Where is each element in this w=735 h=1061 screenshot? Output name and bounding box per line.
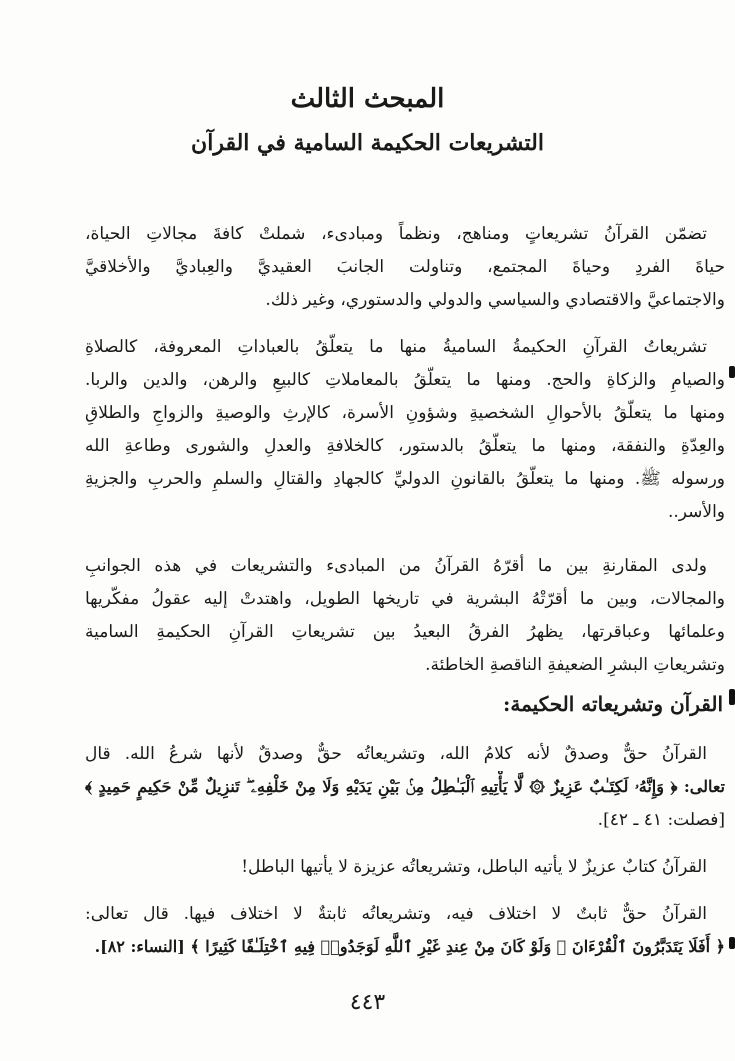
paragraph-line: وتشريعاتِ البشرِ الضعيفةِ الناقصةِ الخاطئة. <box>425 655 725 675</box>
paragraph-line: والمجالات، وبين ما أقرّتْهُ البشرية في تاريخها الطويل، واهتدتْ إليه عقولُ مفكّريها <box>85 589 725 609</box>
paragraph-line: القرآنُ حقٌّ ثابتٌ لا اختلاف فيه، وتشريعاتُه ثابتةٌ لا اختلاف فيها. قال تعالى: <box>85 904 707 924</box>
page-number: ٤٤٣ <box>349 990 386 1015</box>
paragraph-line: القرآنُ حقٌّ وصدقٌ لأنه كلامُ الله، وتشريعاتُه حقٌّ وصدقٌ لأنها شرعُ الله. قال <box>85 744 707 764</box>
chapter-title: المبحث الثالث <box>290 84 445 114</box>
paragraph-line: ولدى المقارنةِ بين ما أقرّهُ القرآنُ من المبادىء والتشريعات في هذه الجوانبِ <box>85 556 707 576</box>
paragraph-line: تشريعاتُ القرآنِ الحكيمةُ الساميةُ منها ما يتعلّقُ بالعباداتِ المعروفة، كالصلاةِ <box>85 337 707 357</box>
paragraph-line: ومنها ما يتعلّقُ بالأحوالِ الشخصيةِ وشؤونِ الأسرة، كالإرثِ والوصيةِ والزواجِ والطلاقِ <box>85 403 725 423</box>
paragraph-line: القرآنُ كتابٌ عزيزٌ لا يأتيه الباطل، وتشريعاتُه عزيزة لا يأتيها الباطل! <box>241 857 707 877</box>
paragraph-line: وعلمائها وعباقرتها، يظهرُ الفرقُ البعيدُ بين تشريعاتِ القرآنِ الحكيمةِ السامية <box>85 622 725 642</box>
paragraph-line: والصيامِ والزكاةِ والحج. ومنها ما يتعلّقُ بالمعاملاتِ كالبيعِ والرهن، والدين والربا. <box>85 370 725 390</box>
section-heading: القرآن وتشريعاته الحكيمة: <box>503 692 723 716</box>
margin-mark <box>729 937 735 949</box>
margin-mark <box>729 366 735 378</box>
paragraph-line: تضمّن القرآنُ تشريعاتٍ ومناهج، ونظماً ومبادىء، شملتْ كافةَ مجالاتِ الحياة، <box>85 224 707 244</box>
paragraph-line: والاجتماعيَّ والاقتصادي والسياسي والدولي والدستوري، وغير ذلك. <box>265 290 725 310</box>
margin-mark <box>729 689 735 705</box>
paragraph-line: والعِدّةِ والنفقة، ومنها ما يتعلّقُ بالدستور، كالخلافةِ والعدلِ والشورى وطاعةِ الله <box>85 436 725 456</box>
paragraph-line: حياةَ الفردِ وحياةَ المجتمع، وتناولت الجانبَ العقيديَّ والعِباديَّ والأخلاقيَّ <box>85 257 725 277</box>
paragraph-line: والأسر.. <box>667 502 725 522</box>
chapter-subtitle: التشريعات الحكيمة السامية في القرآن <box>191 130 544 156</box>
quran-verse-line: تعالى: ﴿ وَإِنَّهُۥ لَكِتَـٰبٌ عَزِيزٌ ۞ لَّا يَأْتِيهِ ٱلْبَـٰطِلُ مِنۢ بَيْنِ يَدَيْهِ وَلَا مِنْ خَلْفِهِۦ ۖ تَنزِيلٌ مِّنْ حَكِيمٍ حَمِيدٍ ﴾ <box>85 777 725 796</box>
verse-reference: [فصلت: ٤١ ـ ٤٢]. <box>597 810 725 830</box>
paragraph-line: ورسوله ﷺ. ومنها ما يتعلّقُ بالقانونِ الدوليِّ كالجهادِ والقتالِ والسلمِ والحربِ والجزيةِ <box>85 469 725 489</box>
quran-verse-line: ﴿ أَفَلَا يَتَدَبَّرُونَ ٱلْقُرْءَانَ ۚ وَلَوْ كَانَ مِنْ عِندِ غَيْرِ ٱللَّهِ لَوَجَدُوا۟ فِيهِ ٱخْتِلَـٰفًا كَثِيرًا ﴾ [النساء: ٨٢]. <box>94 937 725 956</box>
